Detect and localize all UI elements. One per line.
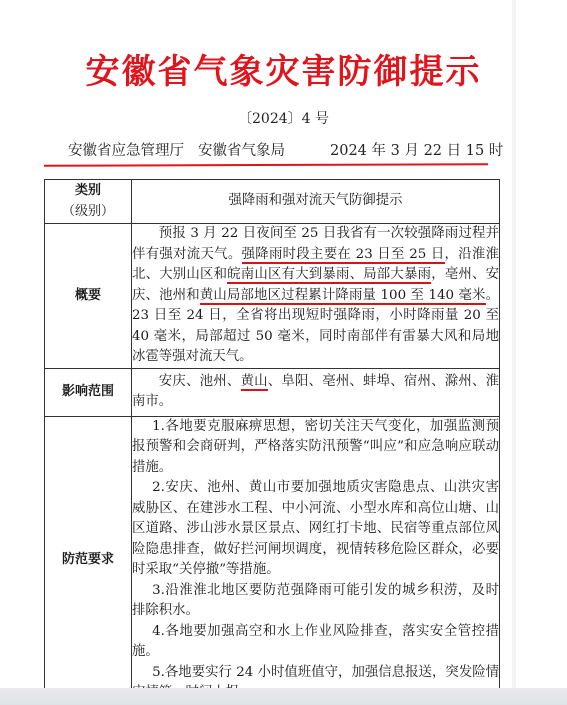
scope-label: 影响范围 (45, 368, 132, 416)
table-header-row (45, 180, 500, 224)
warning-type-cell: 强降雨和强对流天气防御提示 (132, 180, 500, 224)
overview-sentence-7: 。23 日至 24 日，全省将出现短时强降雨，小时降雨量 20 至 40 毫米，局部超过 50 毫米，同时南部伴有雷暴大风和局地冰雹等强对流天气。 (132, 287, 499, 364)
scope-highlight-huangshan: 黄山 (240, 373, 268, 389)
measure-item: 1.各地要克服麻痹思想，密切关注天气变化，加强监测预报预警和会商研判，严格落实防汛预警“叫应”和应急响应联动措施。 (132, 418, 499, 475)
measure-item: 2.安庆、池州、黄山市要加强地质灾害隐患点、山洪灾害威胁区、在建涉水工程、中小河流、小型水库和高位山塘、山区道路、涉山涉水景区景点、网红打卡地、民宿等重点部位风险隐患排查，做好拦河闸坝调度，视情转移危险区群众，必要时采取“关停撤”等措施。 (132, 480, 499, 577)
measures-text (132, 416, 500, 704)
warning-table (44, 179, 500, 705)
measure-item: 4.各地要加强高空和水上作业风险排查，落实安全管控措施。 (132, 623, 499, 659)
viewer-bottom-bar (0, 688, 567, 705)
level-header-label: （级别） (61, 203, 114, 219)
category-header-label: 类别 (74, 183, 101, 198)
measure-item: 3.沿淮淮北地区要防范强降雨可能引发的城乡积涝，及时排除积水。 (132, 582, 499, 618)
overview-text (132, 224, 500, 369)
document-number: 〔2024〕4 号 (238, 111, 329, 127)
issuers (68, 139, 285, 160)
issuer-meteorological-bureau: 安徽省气象局 (198, 143, 285, 159)
document-title: 安徽省气象灾害防御提示 (85, 52, 482, 92)
scope-row (45, 368, 500, 416)
scope-text (132, 368, 500, 416)
overview-label: 概要 (45, 224, 132, 369)
overview-sentence-3: ，沿淮淮北、大别山区和 (132, 246, 500, 282)
overview-highlight-heavy-rain: 皖南山区有大到暴雨、局部大暴雨 (227, 267, 432, 282)
page-edge-shadow (512, 0, 516, 705)
measures-label: 防范要求 (45, 416, 132, 704)
red-separator-rule (44, 163, 488, 167)
measure-item: 5.各地要实行 24 小时值班值守，加强信息报送，突发险情 (152, 664, 499, 680)
scope-part-3: 、阜阳、亳州、蚌埠、宿州、滁州、淮南市。 (132, 373, 499, 409)
category-header-cell (45, 180, 132, 224)
overview-sentence-1: 预报 3 月 22 日夜间至 25 日我省有一次较强降雨过程并伴有强对流天气。 (132, 226, 499, 262)
overview-highlight-rainfall: 黄山局部地区过程累计降雨量 100 至 140 毫米 (199, 287, 486, 303)
overview-sentence-5: ，亳州、安庆、池州和 (132, 267, 500, 303)
issuer-emergency-dept: 安徽省应急管理厅 (68, 143, 184, 159)
overview-row (45, 224, 500, 369)
scope-part-1: 安庆、池州、 (158, 373, 241, 389)
issue-date: 2024 年 3 月 22 日 15 时 (330, 143, 504, 159)
overview-highlight-period: 强降雨时段主要在 23 日至 25 日 (241, 246, 445, 262)
measures-row (45, 416, 500, 704)
